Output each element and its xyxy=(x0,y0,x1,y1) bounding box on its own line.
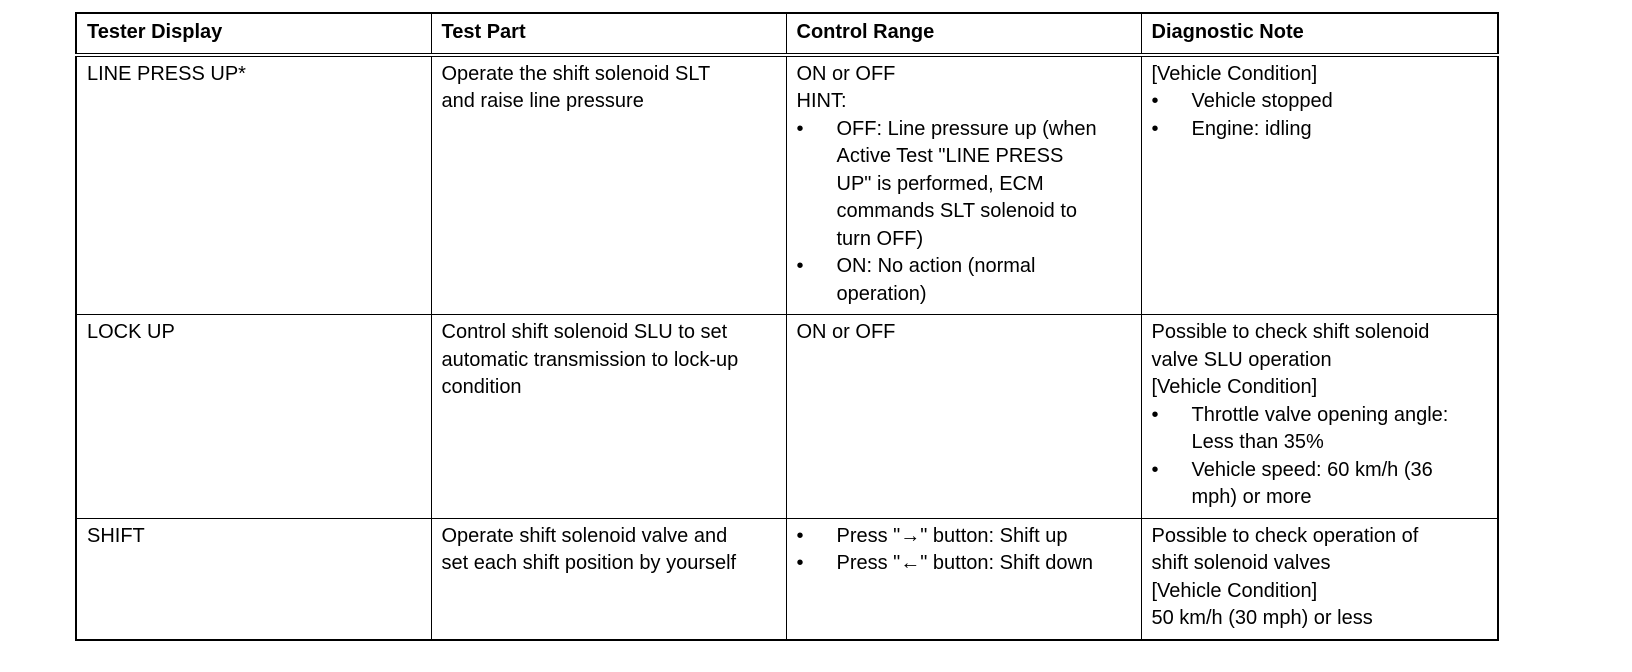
bullet-icon: • xyxy=(1151,458,1159,481)
diagnostic-note-line: valve SLU operation xyxy=(1151,348,1332,371)
bullet-text-line: ON: No action (normal xyxy=(836,255,1036,277)
bullet-text-line: Throttle valve opening angle: xyxy=(1191,403,1449,426)
bullet-text-line: mph) or more xyxy=(1191,486,1312,508)
bullet-item xyxy=(797,550,1131,578)
bullet-text-line: Press "→" button: Shift up xyxy=(836,524,1068,547)
cell-test-part xyxy=(431,55,786,315)
test-part-line: set each shift position by yourself xyxy=(441,552,737,574)
bullet-icon: • xyxy=(1151,403,1159,426)
control-range-line: ON or OFF xyxy=(796,62,896,85)
diagnostic-note-line: [Vehicle Condition] xyxy=(1151,376,1318,398)
control-range-bullets xyxy=(797,523,1131,578)
cell-control-range xyxy=(786,55,1141,315)
cell-tester-display xyxy=(76,518,431,640)
diagnostic-note-line: shift solenoid valves xyxy=(1151,552,1331,574)
cell-diagnostic-note xyxy=(1141,55,1498,315)
bullet-text-line: Press "←" button: Shift down xyxy=(836,552,1094,574)
control-range-bullets xyxy=(797,116,1131,309)
bullet-item xyxy=(1152,402,1488,457)
bullet-text-line: Vehicle speed: 60 km/h (36 xyxy=(1191,458,1433,481)
diagnostic-note-line: 50 km/h (30 mph) or less xyxy=(1151,607,1373,629)
diagnostic-note-bullets xyxy=(1152,88,1488,143)
test-part-line: and raise line pressure xyxy=(441,90,644,112)
test-part-line: condition xyxy=(441,376,522,398)
bullet-item xyxy=(1152,457,1488,512)
test-part-line: Control shift solenoid SLU to set xyxy=(441,321,728,343)
bullet-item xyxy=(1152,88,1488,116)
bullet-text-line: operation) xyxy=(836,282,927,305)
header-diagnostic-note: Diagnostic Note xyxy=(1141,13,1498,55)
tester-display-text: SHIFT xyxy=(87,524,145,547)
bullet-icon: • xyxy=(1151,117,1159,140)
table-row xyxy=(76,518,1498,640)
bullet-text-line: turn OFF) xyxy=(836,227,924,250)
bullet-item xyxy=(1152,116,1488,144)
tester-display-text: LOCK UP xyxy=(87,321,175,343)
cell-tester-display xyxy=(76,315,431,519)
bullet-icon: • xyxy=(796,255,804,277)
test-part-line: automatic transmission to lock-up xyxy=(441,348,739,371)
bullet-item xyxy=(797,523,1131,551)
bullet-text-line: OFF: Line pressure up (when xyxy=(836,117,1097,140)
table-row xyxy=(76,55,1498,315)
bullet-item xyxy=(797,116,1131,254)
control-range-line: ON or OFF xyxy=(796,321,896,343)
table-header-row xyxy=(76,13,1498,55)
diagnostic-note-bullets xyxy=(1152,402,1488,512)
bullet-icon: • xyxy=(796,552,804,574)
cell-diagnostic-note xyxy=(1141,518,1498,640)
diagnostic-note-line: [Vehicle Condition] xyxy=(1151,579,1318,602)
diagnostic-note-line: [Vehicle Condition] xyxy=(1151,62,1318,85)
diagnostic-note-line: Possible to check shift solenoid xyxy=(1151,321,1430,343)
cell-test-part xyxy=(431,315,786,519)
bullet-text-line: commands SLT solenoid to xyxy=(836,200,1077,222)
cell-control-range xyxy=(786,315,1141,519)
diagnostic-note-line: Possible to check operation of xyxy=(1151,524,1419,547)
test-part-line: Operate the shift solenoid SLT xyxy=(441,62,711,85)
active-test-table-container xyxy=(75,12,1497,641)
bullet-icon: • xyxy=(1151,90,1159,112)
control-range-line: HINT: xyxy=(796,90,847,112)
cell-diagnostic-note xyxy=(1141,315,1498,519)
test-part-line: Operate shift solenoid valve and xyxy=(441,524,728,547)
header-control-range: Control Range xyxy=(786,13,1141,55)
cell-test-part xyxy=(431,518,786,640)
bullet-text-line: Active Test "LINE PRESS xyxy=(836,145,1064,167)
bullet-item xyxy=(797,253,1131,308)
cell-tester-display xyxy=(76,55,431,315)
bullet-text-line: UP" is performed, ECM xyxy=(836,172,1044,195)
bullet-icon: • xyxy=(796,117,804,140)
table-row xyxy=(76,315,1498,519)
active-test-table xyxy=(75,12,1499,641)
bullet-icon: • xyxy=(796,524,804,547)
cell-control-range xyxy=(786,518,1141,640)
bullet-text-line: Less than 35% xyxy=(1191,431,1324,453)
tester-display-text: LINE PRESS UP* xyxy=(87,62,246,85)
bullet-text-line: Vehicle stopped xyxy=(1191,90,1333,112)
bullet-text-line: Engine: idling xyxy=(1191,117,1312,140)
header-test-part: Test Part xyxy=(431,13,786,55)
header-tester-display: Tester Display xyxy=(76,13,431,55)
